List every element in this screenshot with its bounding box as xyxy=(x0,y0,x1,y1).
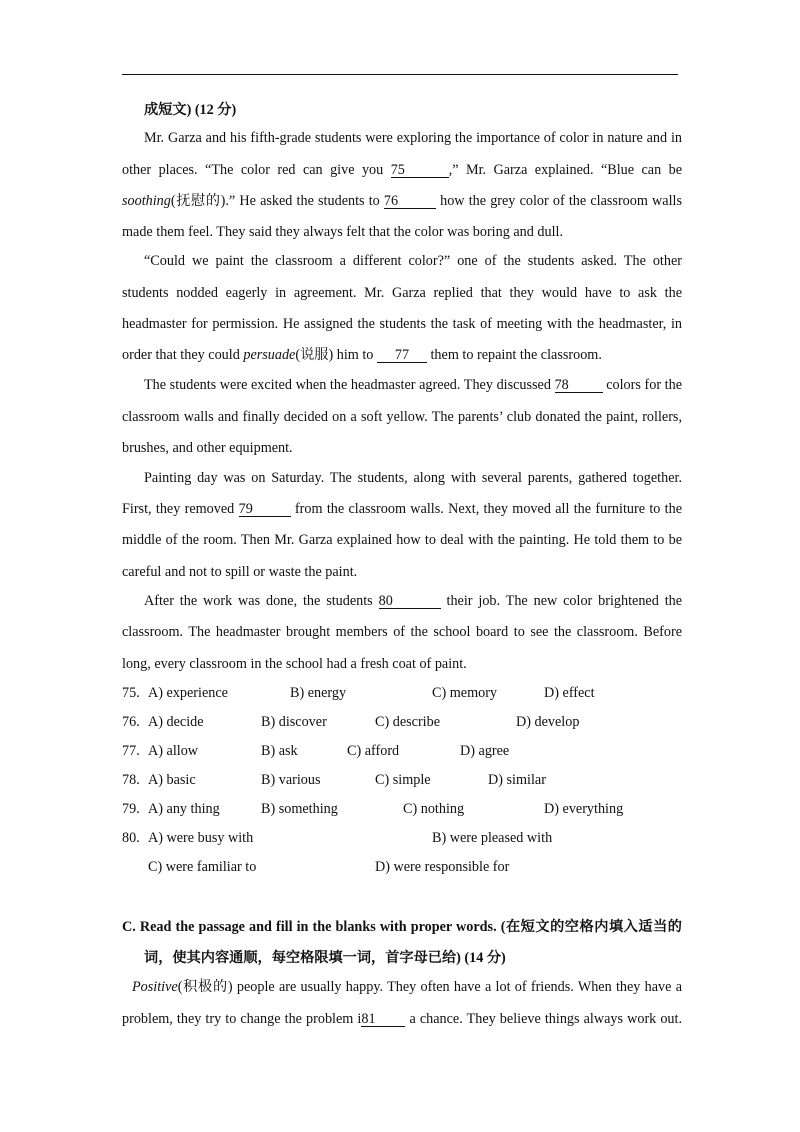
blank-77[interactable]: 77 xyxy=(377,348,427,363)
glossed-word: persuade xyxy=(243,347,296,363)
passage-line xyxy=(122,192,682,210)
passage-line xyxy=(132,978,682,996)
text-run: First, they removed xyxy=(122,501,235,517)
option-c[interactable]: C) memory xyxy=(432,685,498,701)
question-number: 80. xyxy=(122,830,140,846)
text-run: a chance. They believe things always work out. xyxy=(409,1011,683,1027)
option-a[interactable]: A) any thing xyxy=(148,801,220,817)
option-a[interactable]: A) were busy with xyxy=(148,830,254,846)
passage-line: “Could we paint the classroom a different color?” one of the students asked. The other xyxy=(144,253,682,269)
text-run: ,” Mr. Garza explained. “Blue can be xyxy=(448,162,682,178)
option-c[interactable]: C) nothing xyxy=(403,801,465,817)
header-rule xyxy=(122,74,678,75)
passage-line: careful and not to spill or waste the paint. xyxy=(122,564,358,580)
blank-76[interactable]: 76 xyxy=(384,194,436,209)
text-run: After the work was done, the students xyxy=(144,593,373,609)
option-b[interactable]: B) were pleased with xyxy=(432,830,553,846)
text-run: (抚慰的).” He asked the students to xyxy=(170,193,380,209)
section-title-tail: 成短文) (12 分) xyxy=(144,102,237,118)
text-run: problem, they try to change the problem i xyxy=(122,1011,362,1027)
passage-line: headmaster for permission. He assigned the students the task of meeting with the headmaster, in xyxy=(122,316,682,332)
section-c-heading-cont: 词，使其内容通顺，每空格限填一词，首字母已给) (14 分) xyxy=(144,950,506,966)
question-number: 77. xyxy=(122,743,140,759)
option-c[interactable]: C) afford xyxy=(347,743,400,759)
option-a[interactable]: A) basic xyxy=(148,772,196,788)
passage-line: middle of the room. Then Mr. Garza explained how to deal with the painting. He told them to be xyxy=(122,532,682,548)
section-c-heading: C. Read the passage and fill in the blanks with proper words. (在短文的空格内填入适当的 xyxy=(122,919,682,935)
option-d[interactable]: D) everything xyxy=(544,801,624,817)
passage-line xyxy=(122,500,682,518)
option-d[interactable]: D) agree xyxy=(460,743,510,759)
text-run: their job. The new color brightened the xyxy=(446,593,683,609)
passage-line: classroom. The headmaster brought members of the school board to see the classroom. Before xyxy=(122,624,682,640)
text-run: The students were excited when the headmaster agreed. They discussed xyxy=(144,377,551,393)
option-b[interactable]: B) ask xyxy=(261,743,298,759)
question-number: 76. xyxy=(122,714,140,730)
text-run: from the classroom walls. Next, they moved all the furniture to the xyxy=(294,501,683,517)
question-number: 75. xyxy=(122,685,140,701)
passage-line: Mr. Garza and his fifth-grade students were exploring the importance of color in nature and in xyxy=(144,130,682,146)
option-d[interactable]: D) develop xyxy=(516,714,580,730)
option-b[interactable]: B) various xyxy=(261,772,321,788)
text-run: other places. “The color red can give you xyxy=(122,162,384,178)
question-number: 79. xyxy=(122,801,140,817)
option-d[interactable]: D) effect xyxy=(544,685,595,701)
text-run: them to repaint the classroom. xyxy=(430,347,602,363)
text-run: (积极的) people are usually happy. They often have a lot of friends. When they have a xyxy=(177,979,682,995)
blank-80[interactable]: 80 xyxy=(379,594,441,609)
passage-line: students nodded eagerly in agreement. Mr. Garza replied that they would have to ask the xyxy=(122,285,682,301)
question-number: 78. xyxy=(122,772,140,788)
option-a[interactable]: A) allow xyxy=(148,743,199,759)
blank-81[interactable]: 81 xyxy=(361,1012,405,1027)
blank-78[interactable]: 78 xyxy=(555,378,603,393)
passage-line: brushes, and other equipment. xyxy=(122,440,293,456)
blank-79[interactable]: 79 xyxy=(239,502,291,517)
passage-line xyxy=(144,592,682,610)
text-run: order that they could xyxy=(122,347,240,363)
blank-75[interactable]: 75 xyxy=(391,163,449,178)
passage-line: Painting day was on Saturday. The students, along with several parents, gathered together. xyxy=(144,470,682,486)
option-c[interactable]: C) describe xyxy=(375,714,441,730)
passage-line: made them feel. They said they always felt that the color was boring and dull. xyxy=(122,224,563,240)
text-run: (说服) him to xyxy=(295,347,374,363)
option-d[interactable]: D) were responsible for xyxy=(375,859,510,875)
option-a[interactable]: A) experience xyxy=(148,685,228,701)
passage-line xyxy=(144,376,682,394)
option-d[interactable]: D) similar xyxy=(488,772,546,788)
glossed-word: Positive xyxy=(132,979,178,995)
option-c[interactable]: C) simple xyxy=(375,772,431,788)
passage-line xyxy=(122,1010,682,1028)
passage-line xyxy=(122,346,682,364)
option-b[interactable]: B) something xyxy=(261,801,338,817)
text-run: how the grey color of the classroom walls xyxy=(440,193,682,209)
passage-line xyxy=(122,161,682,179)
option-b[interactable]: B) discover xyxy=(261,714,327,730)
passage-line: long, every classroom in the school had a fresh coat of paint. xyxy=(122,656,467,672)
text-run: colors for the xyxy=(606,377,682,393)
option-b[interactable]: B) energy xyxy=(290,685,347,701)
option-c[interactable]: C) were familiar to xyxy=(148,859,257,875)
option-a[interactable]: A) decide xyxy=(148,714,204,730)
passage-line: classroom walls and finally decided on a soft yellow. The parents’ club donated the paint, rollers, xyxy=(122,409,682,425)
glossed-word: soothing xyxy=(122,193,171,209)
